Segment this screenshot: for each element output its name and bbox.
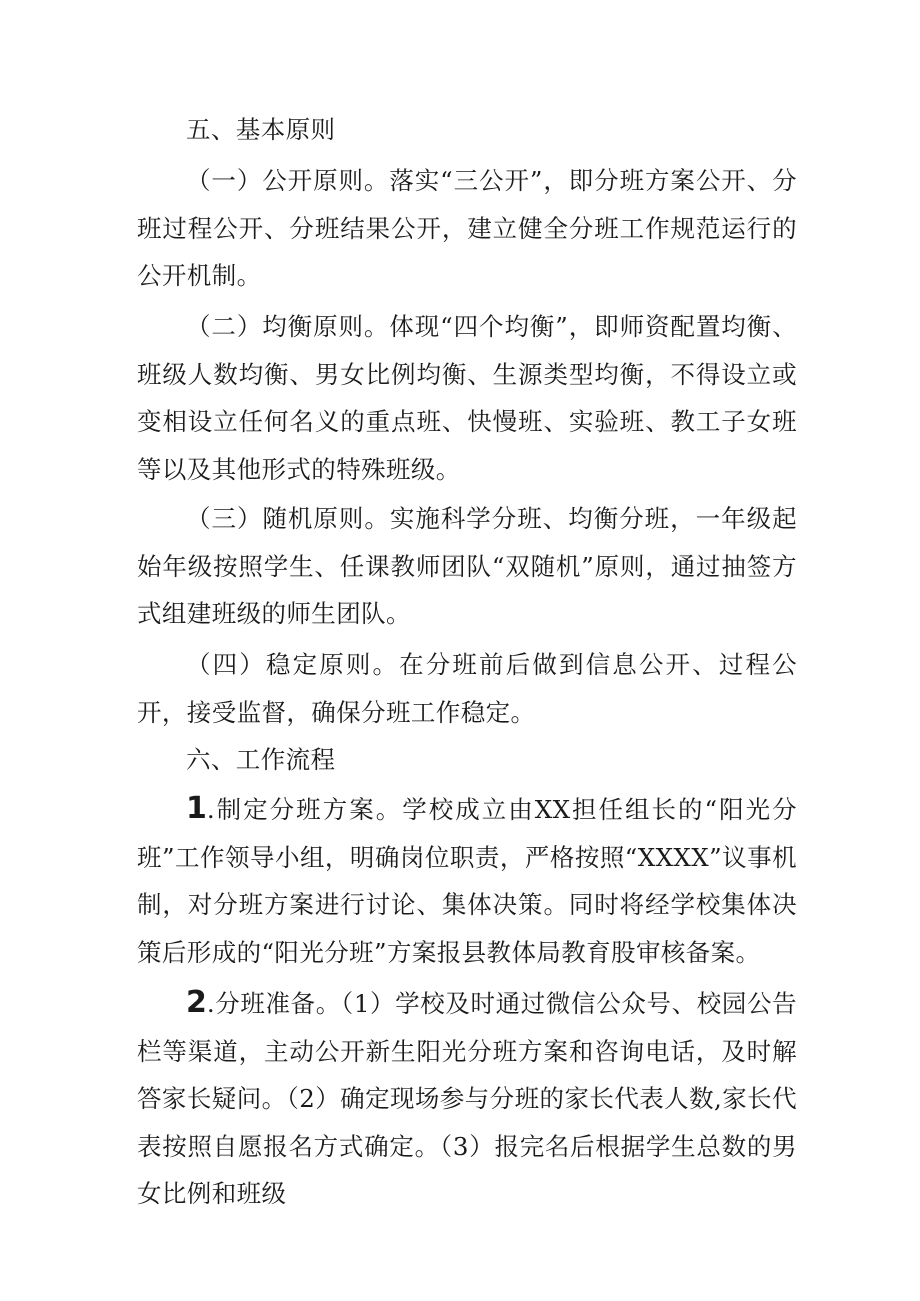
workflow-item-2-text: .分班准备。（1）学校及时通过微信公众号、校园公告栏等渠道，主动公开新生阳光分班方案和咨询电话，及时解答家长疑问。（2）确定现场参与分班的家长代表人数,家长代表按照自愿报名方式确定。（3）报完名后根据学生总数的男女比例和班级 xyxy=(137,989,797,1208)
section-heading-basic-principles: 五、基本原则 xyxy=(186,115,336,144)
paragraph-balance-principle: （二）均衡原则。体现“四个均衡”，即师资配置均衡、班级人数均衡、男女比例均衡、生源类型均衡，不得设立或变相设立任何名义的重点班、快慢班、实验班、教工子女班等以及其他形式的特殊班级。 xyxy=(137,312,797,484)
workflow-item-1-text: .制定分班方案。学校成立由XX担任组长的“阳光分班”工作领导小组，明确岗位职责，严格按照“XXXX”议事机制，对分班方案进行讨论、集体决策。同时将经学校集体决策后形成的“阳光分班”方案报县教体局教育股审核备案。 xyxy=(137,795,797,967)
paragraph-open-principle: （一）公开原则。落实“三公开”，即分班方案公开、分班过程公开、分班结果公开，建立健全分班工作规范运行的公开机制。 xyxy=(137,166,797,290)
paragraph-stable-principle: （四）稳定原则。在分班前后做到信息公开、过程公开，接受监督，确保分班工作稳定。 xyxy=(137,650,797,727)
paragraph-random-principle: （三）随机原则。实施科学分班、均衡分班，一年级起始年级按照学生、任课教师团队“双随机”原则，通过抽签方式组建班级的师生团队。 xyxy=(137,504,797,628)
workflow-item-2 xyxy=(137,979,797,1218)
workflow-item-2-number: 2 xyxy=(186,985,207,1020)
section-heading-workflow: 六、工作流程 xyxy=(186,745,336,774)
workflow-item-1-number: 1 xyxy=(186,791,207,826)
workflow-item-1 xyxy=(137,785,797,976)
